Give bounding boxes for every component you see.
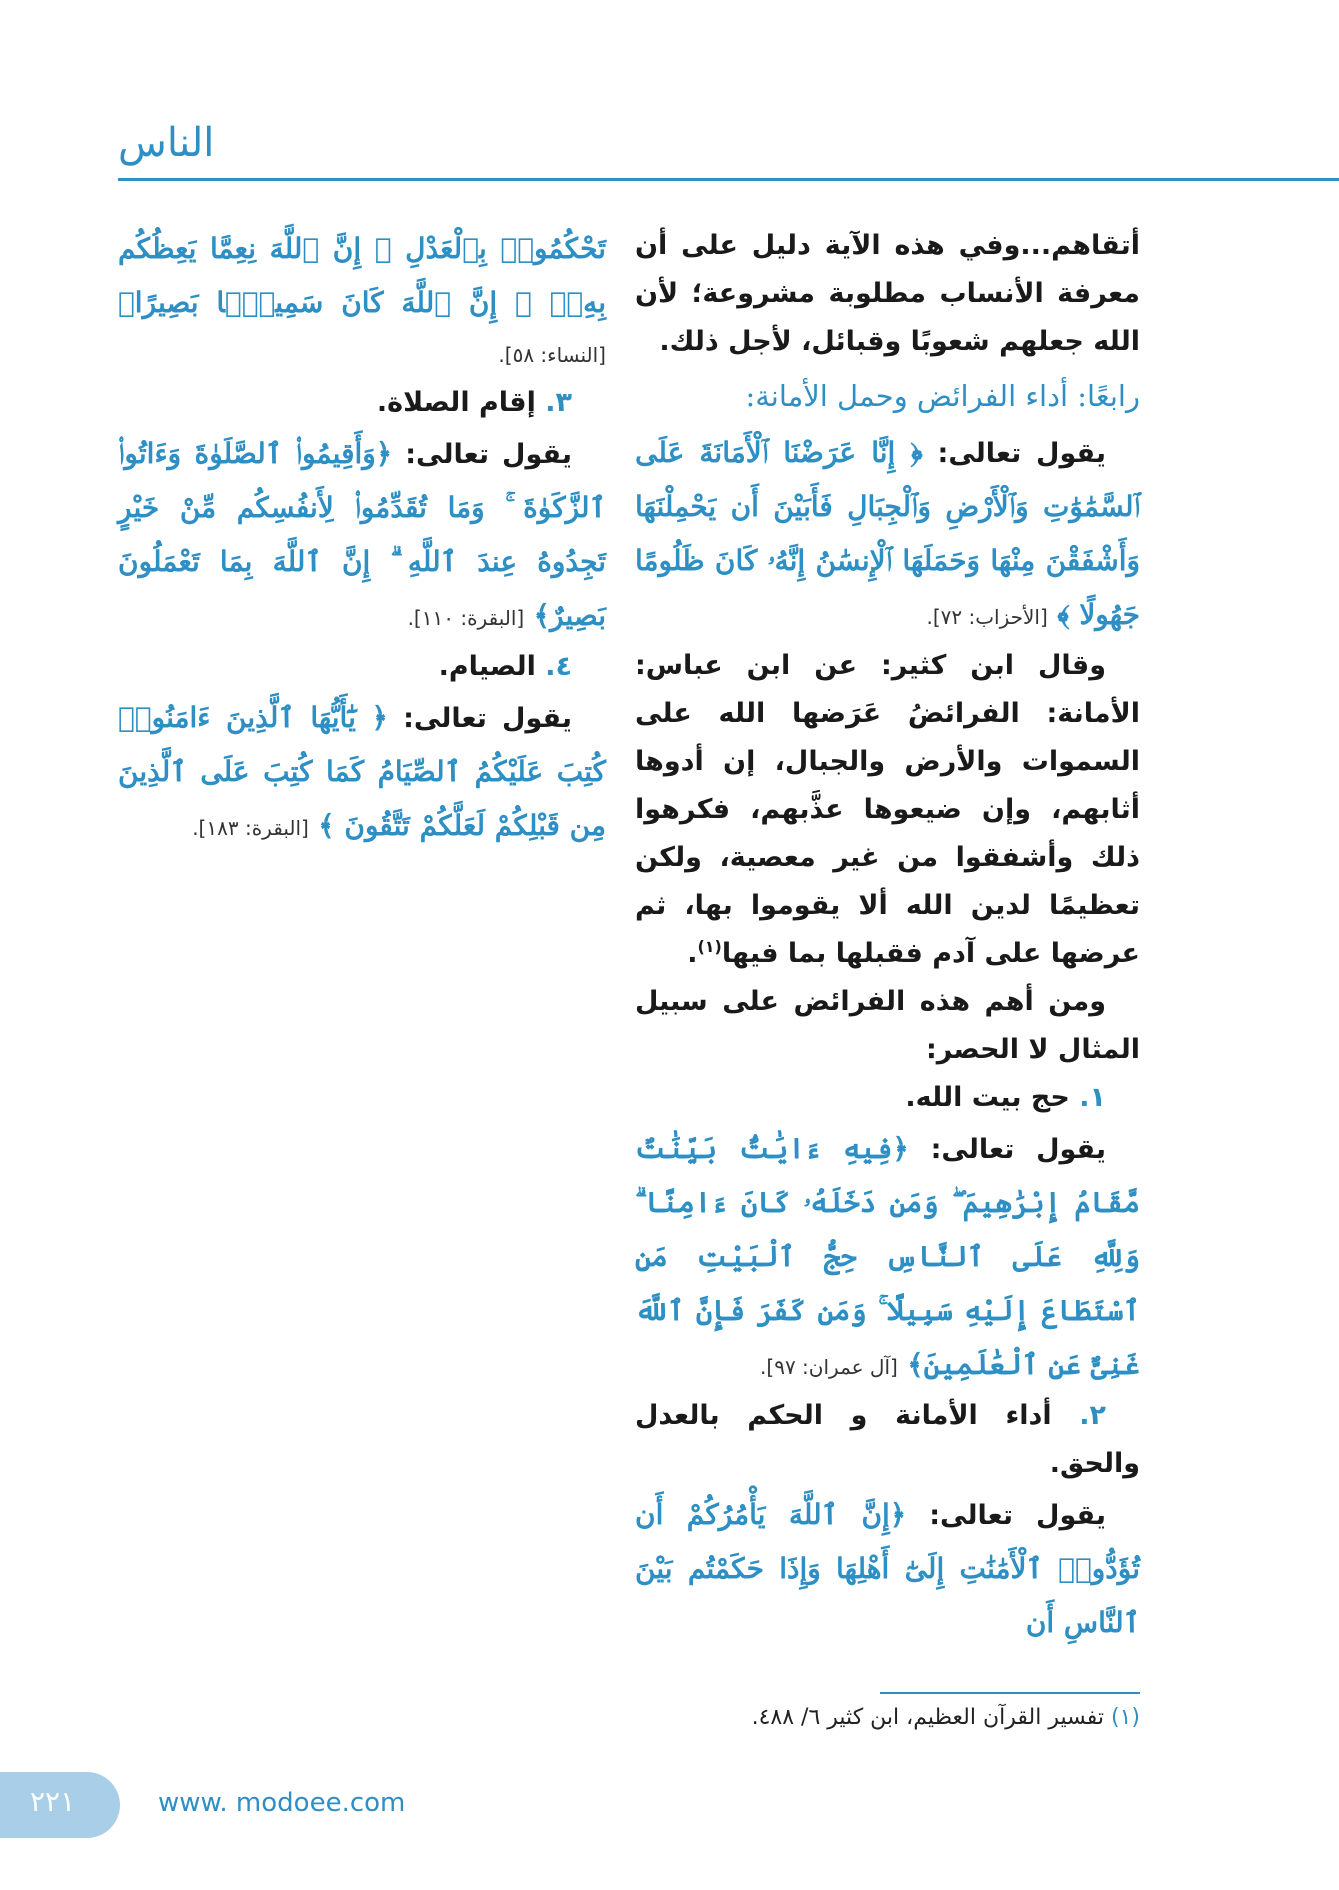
quran-verse: تَحْكُمُوا۟ بِٱلْعَدْلِ ۚ إِنَّ ٱللَّهَ نِعِمَّا يَعِظُكُم بِهِۦٓ ۗ إِنَّ ٱللَّهَ كَانَ سَمِيعًۢا بَصِيرًا﴾ xyxy=(118,232,606,319)
list-item-number: ١. xyxy=(1079,1082,1106,1113)
section-heading-4: رابعًا: أداء الفرائض وحمل الأمانة: xyxy=(745,379,1140,413)
duties-intro-paragraph: ومن أهم هذه الفرائض على سبيل المثال لا الحصر: xyxy=(635,986,1140,1065)
verse-reference: [آل عمران: ٩٧]. xyxy=(760,1355,898,1379)
website-link[interactable]: www. modoee.com xyxy=(158,1788,406,1818)
list-item-title: الصيام. xyxy=(438,651,536,682)
verse-reference: [البقرة: ١١٠]. xyxy=(407,606,525,630)
list-item-title: حج بيت الله. xyxy=(905,1082,1070,1113)
quran-verse: ﴿إِنَّ ٱللَّهَ يَأْمُرُكُمْ أَن تُؤَدُّوا۟ ٱلْأَمَٰنَٰتِ إِلَىٰٓ أَهْلِهَا وَإِذَا حَكَمْتُم بَيْنَ ٱلنَّاسِ أَن xyxy=(635,1498,1140,1639)
verse-intro: يقول تعالى: xyxy=(403,703,572,734)
ibn-kathir-paragraph xyxy=(635,642,1140,978)
verse-block-3-continued xyxy=(118,222,606,379)
page-header-title: الناس xyxy=(118,120,215,166)
footnote-marker[interactable]: (١) xyxy=(697,937,722,956)
verse-reference: [البقرة: ١٨٣]. xyxy=(192,816,309,840)
list-item-3 xyxy=(118,379,606,427)
verse-reference: [الأحزاب: ٧٢]. xyxy=(926,605,1048,629)
quran-verse: ﴿ يَٰٓأَيُّهَا ٱلَّذِينَ ءَامَنُوا۟ كُتِبَ عَلَيْكُمُ ٱلصِّيَامُ كَمَا كُتِبَ عَلَى ٱلَّذِينَ مِن قَبْلِكُمْ لَعَلَّكُمْ تَتَّقُونَ ﴾ xyxy=(118,701,606,842)
list-item-number: ٢. xyxy=(1079,1400,1106,1431)
quran-verse: ﴿ إِنَّا عَرَضْنَا ٱلْأَمَانَةَ عَلَى ٱلسَّمَٰوَٰتِ وَٱلْأَرْضِ وَٱلْجِبَالِ فَأَبَيْنَ أَن يَحْمِلْنَهَا وَأَشْفَقْنَ مِنْهَا وَحَمَلَهَا ٱلْإِنسَٰنُ إِنَّهُۥ كَانَ ظَلُومًا جَهُولًا ﴾ xyxy=(635,436,1140,631)
verse-block-2 xyxy=(635,1122,1140,1392)
list-item-number: ٣. xyxy=(545,387,572,418)
list-item-title: أداء الأمانة و الحكم بالعدل والحق. xyxy=(635,1400,1140,1479)
intro-paragraph: أتقاهم...وفي هذه الآية دليل على أن معرفة الأنساب مطلوبة مشروعة؛ لأن الله جعلهم شعوبًا وقبائل، لأجل ذلك. xyxy=(635,230,1140,357)
right-column xyxy=(635,222,1140,1650)
footnote-text: تفسير القرآن العظيم، ابن كثير ٦/ ٤٨٨. xyxy=(751,1705,1104,1730)
footnote xyxy=(600,1705,1140,1730)
page-number: ٢٢١ xyxy=(30,1785,76,1818)
verse-block-4 xyxy=(118,427,606,643)
list-item-4 xyxy=(118,643,606,691)
verse-reference: [النساء: ٥٨]. xyxy=(498,343,606,367)
quran-verse: ﴿فِيهِ ءَايَٰتٌۢ بَيِّنَٰتٌ مَّقَامُ إِبْرَٰهِيمَ ۖ وَمَن دَخَلَهُۥ كَانَ ءَامِنًا ۗ وَلِلَّهِ عَلَى ٱلنَّاسِ حِجُّ ٱلْبَيْتِ مَنِ ٱسْتَطَاعَ إِلَيْهِ سَبِيلًا ۚ وَمَن كَفَرَ فَإِنَّ ٱللَّهَ غَنِىٌّ عَنِ ٱلْعَٰلَمِينَ﴾ xyxy=(635,1132,1140,1381)
footnote-number: (١) xyxy=(1110,1705,1140,1730)
paragraph-text: وقال ابن كثير: عن ابن عباس: الأمانة: الفرائضُ عَرَضها الله على السموات والأرض والجبال، إن أدوها أثابهم، وإن ضيعوها عذَّبهم، فكرهوا ذلك وأشفقوا من غير معصية، ولكن تعظيمًا لدين الله ألا يقوموا بها، ثم عرضها على آدم فقبلها بما فيها xyxy=(635,650,1140,969)
quran-verse: ﴿وَأَقِيمُوا۟ ٱلصَّلَوٰةَ وَءَاتُوا۟ ٱلزَّكَوٰةَ ۚ وَمَا تُقَدِّمُوا۟ لِأَنفُسِكُم مِّنْ خَيْرٍ تَجِدُوهُ عِندَ ٱللَّهِ ۗ إِنَّ ٱللَّهَ بِمَا تَعْمَلُونَ بَصِيرٌ﴾ xyxy=(118,437,606,632)
list-item-number: ٤. xyxy=(545,651,572,682)
header-rule xyxy=(118,178,1339,181)
verse-intro: يقول تعالى: xyxy=(930,1134,1106,1165)
footnote-rule xyxy=(880,1692,1140,1694)
list-item-1 xyxy=(635,1074,1140,1122)
verse-intro: يقول تعالى: xyxy=(937,438,1106,469)
verse-intro: يقول تعالى: xyxy=(929,1500,1106,1531)
verse-block-1 xyxy=(635,426,1140,642)
verse-intro: يقول تعالى: xyxy=(405,439,572,470)
list-item-title: إقام الصلاة. xyxy=(376,387,536,418)
paragraph-end: . xyxy=(687,938,698,969)
verse-block-3 xyxy=(635,1488,1140,1650)
left-column xyxy=(118,222,606,853)
verse-block-5 xyxy=(118,691,606,853)
list-item-2 xyxy=(635,1392,1140,1488)
